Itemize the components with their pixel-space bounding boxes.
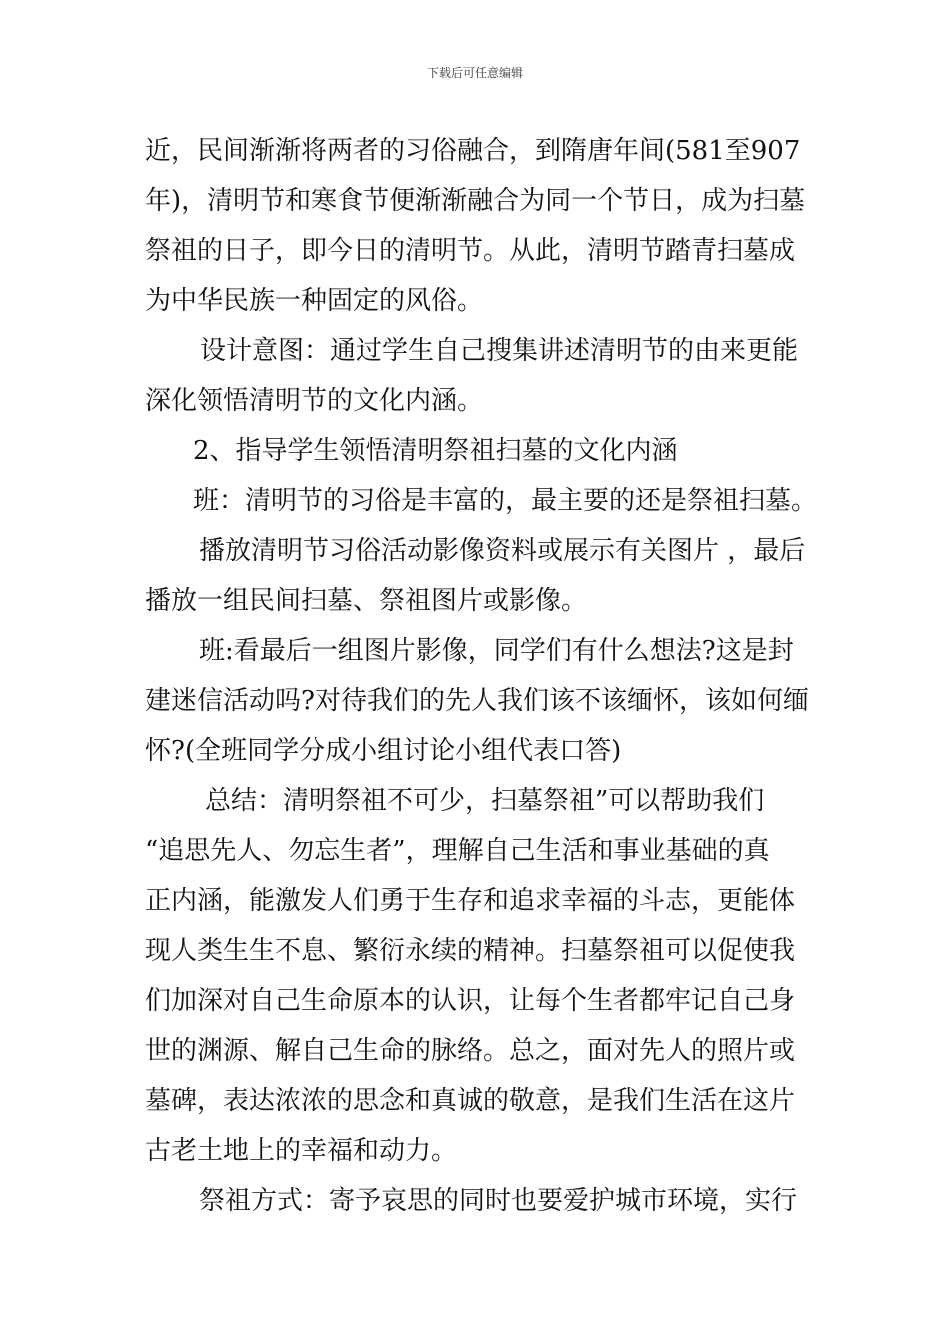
body-line-9: 播放清明节习俗活动影像资料或展示有关图片 ，最后 — [199, 536, 806, 566]
body-line-16: 正内涵，能激发人们勇于生存和追求幸福的斗志，更能体 — [145, 886, 796, 916]
body-line-2: 年)，清明节和寒食节便渐渐融合为同一个节日，成为扫墓 — [145, 186, 806, 216]
body-line-22: 祭祖方式：寄予哀思的同时也要爱护城市环境，实行 — [199, 1186, 798, 1216]
body-line-7: 2、指导学生领悟清明祭祖扫墓的文化内涵 — [193, 436, 678, 466]
body-line-6: 深化领悟清明节的文化内涵。 — [145, 386, 484, 416]
body-line-1: 近，民间渐渐将两者的习俗融合，到隋唐年间(581至907 — [145, 136, 801, 166]
body-line-19: 世的渊源、解自己生命的脉络。总之，面对先人的照片或 — [145, 1036, 796, 1066]
body-line-11: 班:看最后一组图片影像，同学们有什么想法?这是封 — [199, 636, 794, 666]
body-line-21: 古老土地上的幸福和动力。 — [145, 1136, 458, 1166]
body-line-13: 怀?(全班同学分成小组讨论小组代表口答) — [145, 736, 622, 766]
page-header: 下载后可任意编辑 — [426, 66, 523, 80]
body-line-14: 总结：清明祭祖不可少，扫墓祭祖”可以帮助我们 — [205, 786, 765, 816]
body-line-5: 设计意图：通过学生自己搜集讲述清明节的由来更能 — [200, 336, 799, 366]
body-line-4: 为中华民族一种固定的风俗。 — [145, 286, 484, 316]
body-line-10: 播放一组民间扫墓、祭祖图片或影像。 — [145, 586, 588, 616]
body-line-20: 墓碑，表达浓浓的思念和真诚的敬意，是我们生活在这片 — [145, 1086, 796, 1116]
body-line-15: “追思先人、勿忘生者”，理解自己生活和事业基础的真 — [145, 836, 770, 866]
body-line-18: 们加深对自己生命原本的认识，让每个生者都牢记自己身 — [145, 986, 796, 1016]
body-line-3: 祭祖的日子，即今日的清明节。从此，清明节踏青扫墓成 — [145, 236, 796, 266]
body-line-12: 建迷信活动吗?对待我们的先人我们该不该缅怀，该如何缅 — [145, 686, 809, 716]
body-line-17: 现人类生生不息、繁衍永续的精神。扫墓祭祖可以促使我 — [145, 936, 796, 966]
body-line-8: 班：清明节的习俗是丰富的，最主要的还是祭祖扫墓。 — [193, 486, 818, 516]
